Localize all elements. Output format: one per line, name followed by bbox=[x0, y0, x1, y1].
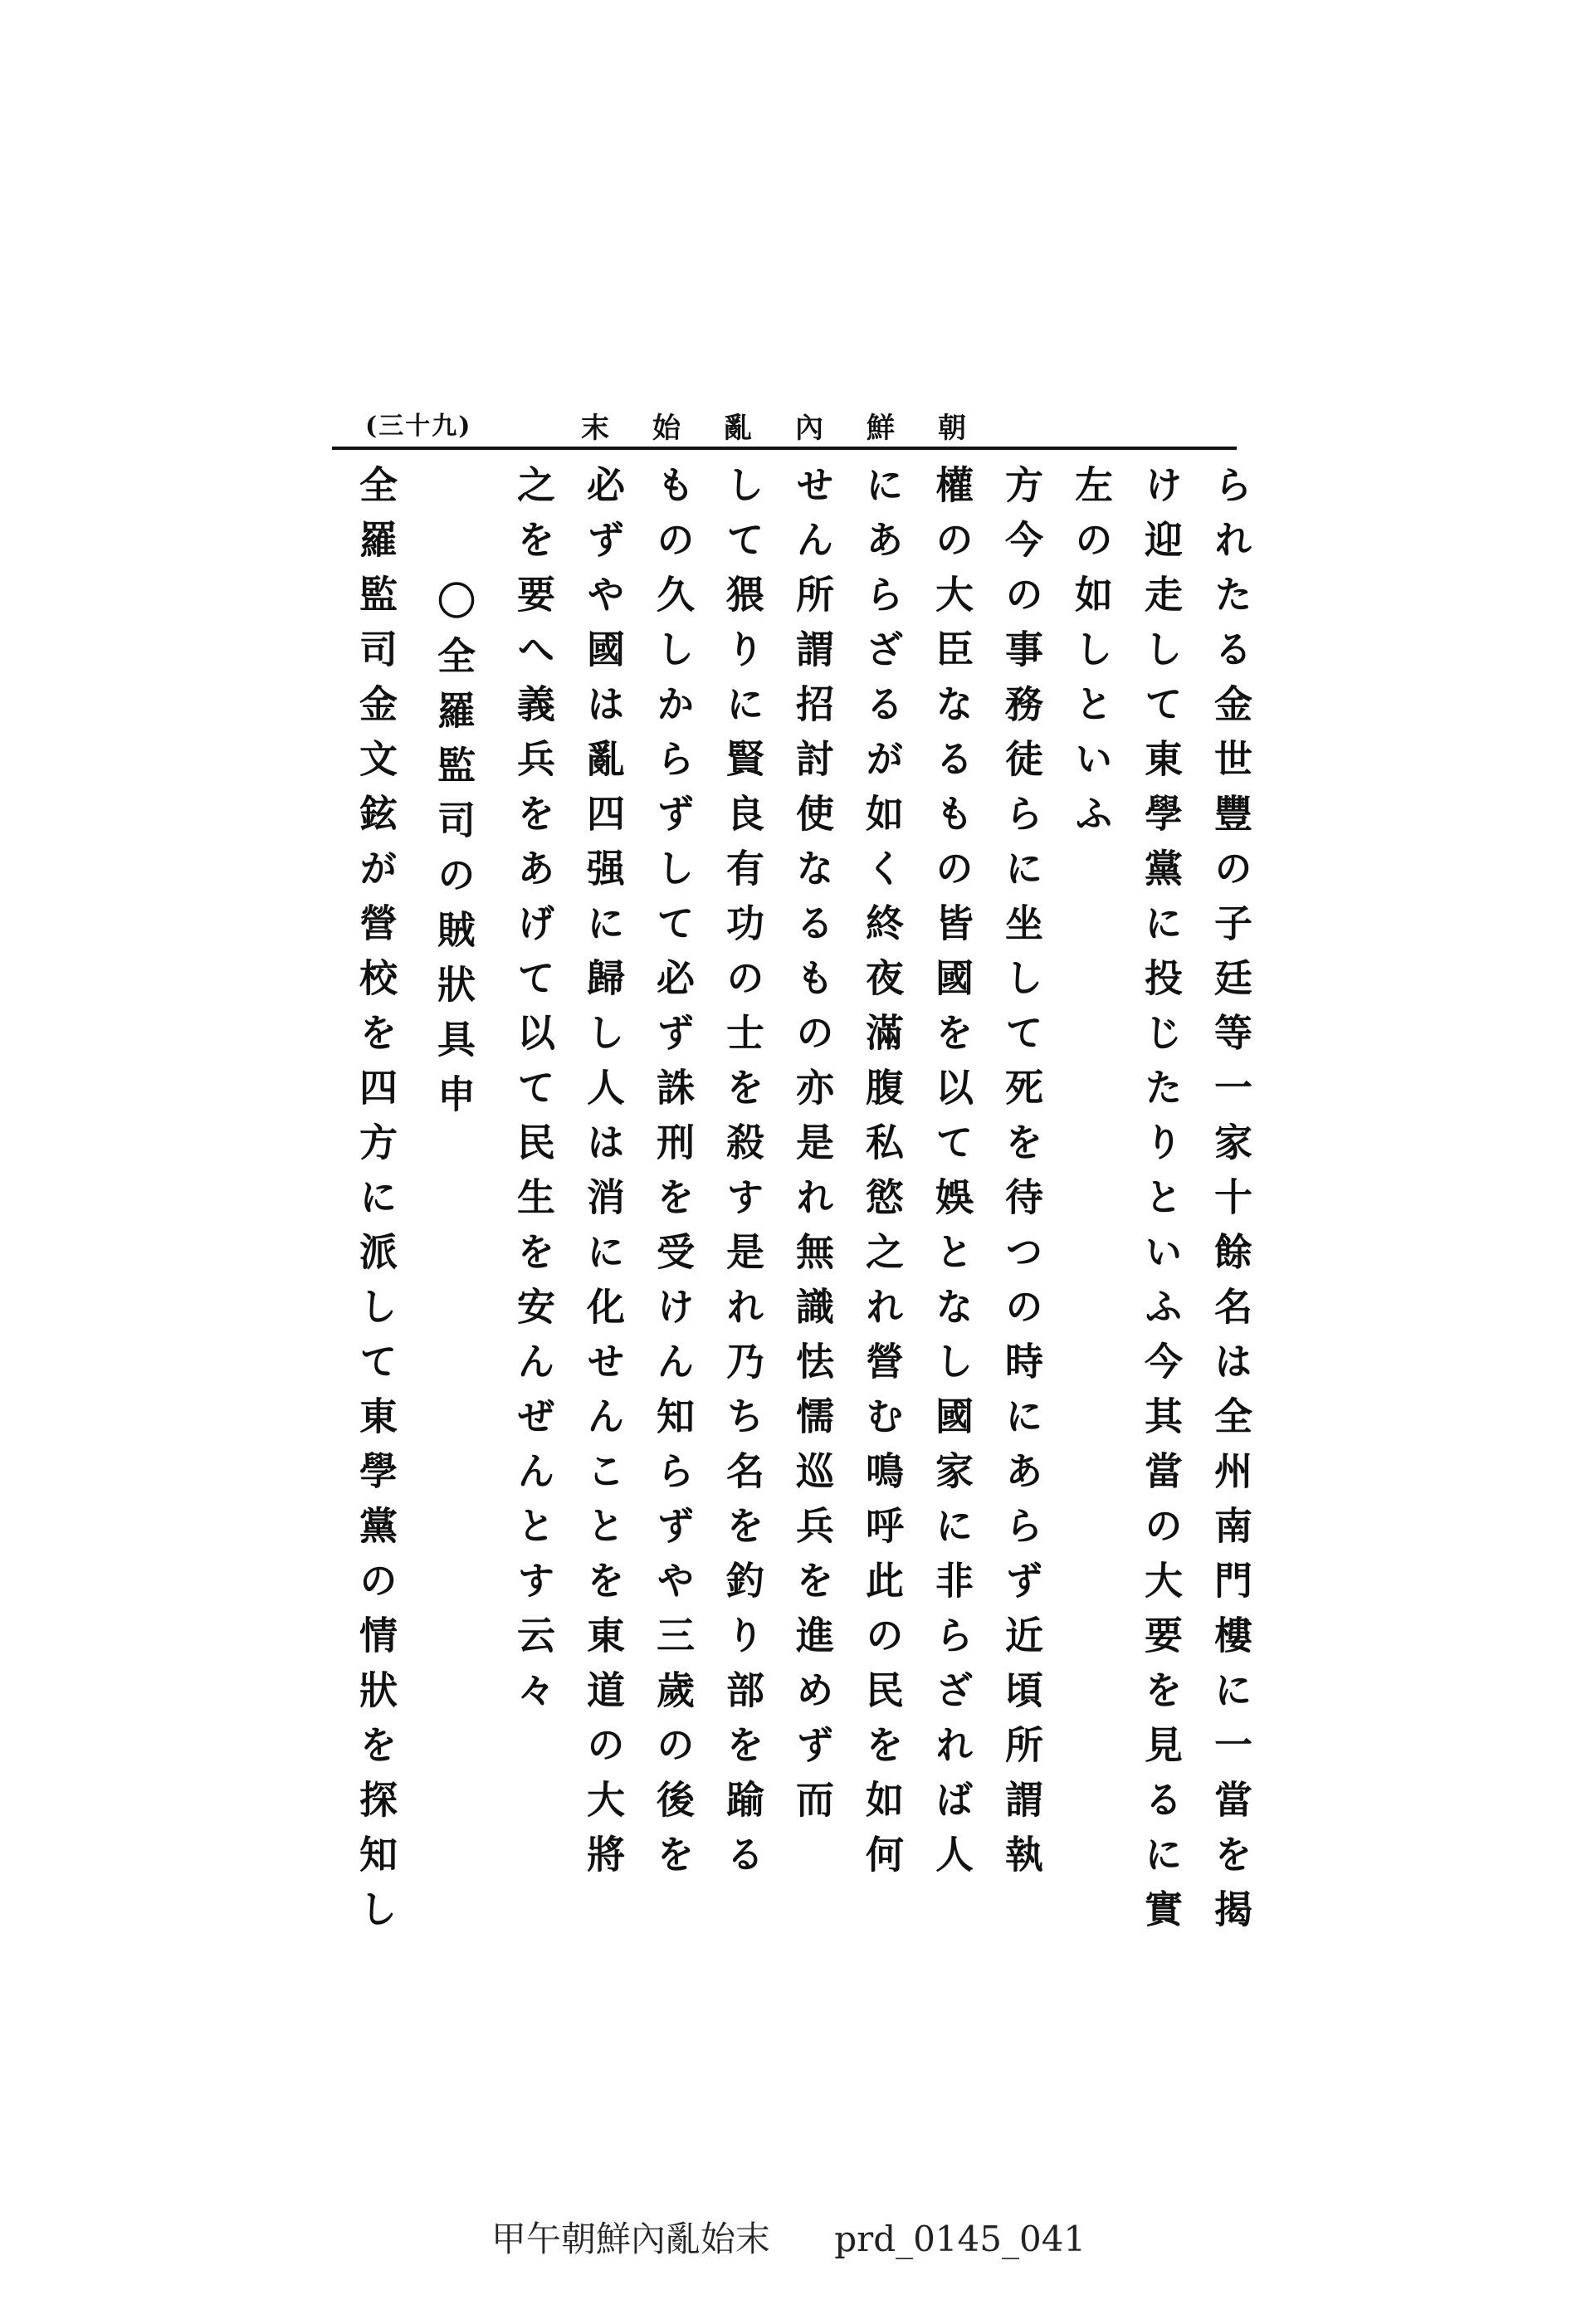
text-column-3: 左の如しといふ bbox=[1069, 465, 1114, 848]
text-column-7: せん所謂招討使なるもの亦是れ無識怯懦巡兵を進めず而 bbox=[790, 465, 835, 1834]
running-header bbox=[332, 405, 1237, 445]
footer-caption bbox=[0, 2212, 1577, 2262]
text-column-6: にあらざるが如く終夜滿腹私慾之れ營む鳴呼此の民を如何 bbox=[860, 465, 905, 1889]
header-rule bbox=[332, 447, 1237, 450]
text-column-4: 方今の事務徒らに坐して死を待つの時にあらず近頃所謂執 bbox=[999, 465, 1044, 1889]
footer-page-id: prd_0145_041 bbox=[834, 2219, 1086, 2259]
text-column-13: 全羅監司金文鉉が營校を四方に派して東學黨の情狀を探知し bbox=[354, 465, 398, 1944]
text-column-10: 必ずや國は亂四强に歸し人は消に化せんことを東道の大將 bbox=[581, 465, 626, 1889]
footer-book-title: 甲午朝鮮內亂始末 bbox=[491, 2219, 770, 2259]
section-heading: 〇全羅監司の賊狀具申 bbox=[432, 581, 476, 1129]
text-column-1: られたる金世豐の子廷等一家十餘名は全州南門樓に一當を揭 bbox=[1208, 465, 1253, 1944]
text-column-11: 之を要へ義兵をあげて以て民生を安んぜんとす云々 bbox=[511, 465, 556, 1725]
text-column-8: して猥りに賢良有功の士を殺す是れ乃ち名を釣り部を踰る bbox=[720, 465, 765, 1889]
running-title: 末始亂內鮮朝 bbox=[581, 412, 1009, 445]
text-column-5: 權の大臣なるもの皆國を以て娛となし國家に非らざれば人 bbox=[930, 465, 974, 1889]
text-column-2: け迎走して東學黨に投じたりといふ今其當の大要を見るに實 bbox=[1139, 465, 1184, 1944]
page-number: (三十九) bbox=[365, 412, 472, 441]
vertical-text-body bbox=[328, 465, 1257, 1950]
text-column-9: もの久しからずして必ず誅刑を受けん知らずや三歲の後を bbox=[651, 465, 696, 1889]
